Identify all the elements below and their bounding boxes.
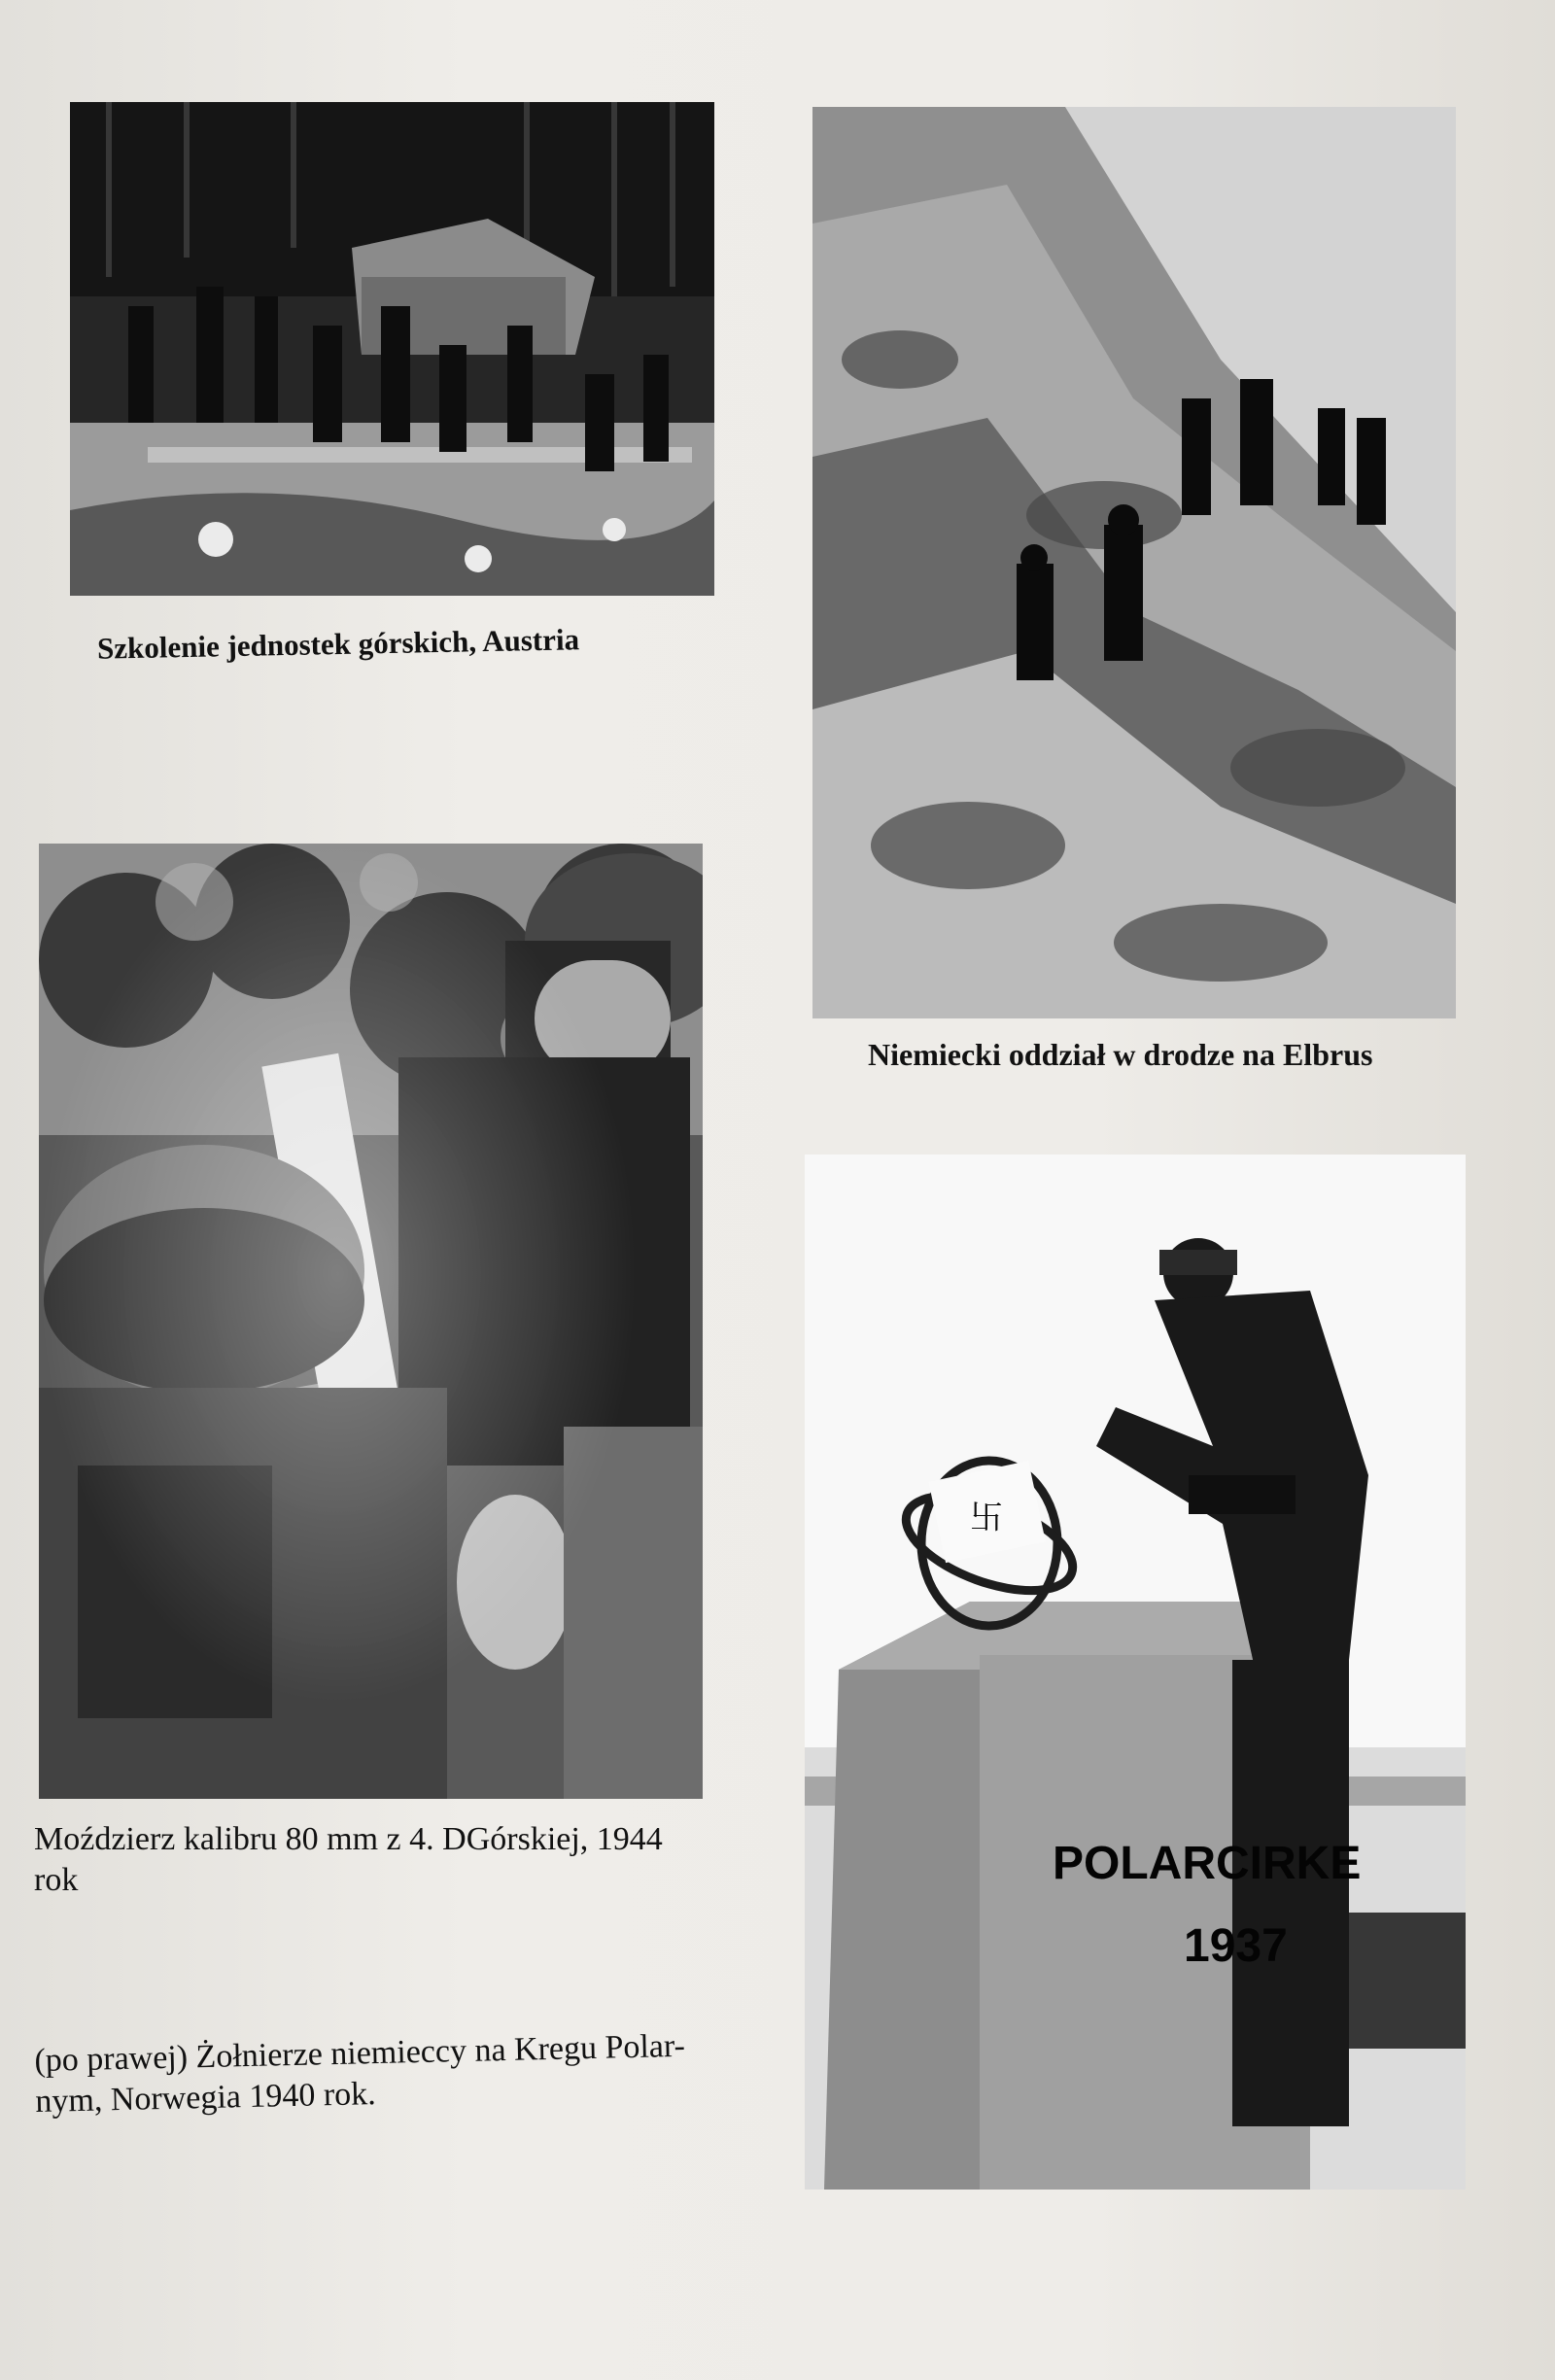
caption-mountain-training: Szkolenie jednostek górskich, Austria: [96, 622, 580, 666]
photo-elbrus-climb: [812, 107, 1456, 1018]
photo-mortar-crew: [39, 844, 703, 1799]
caption-polar-line1: (po prawej) Żołnierze niemieccy na Kregu Polar-: [34, 2027, 686, 2079]
stone-inscription-year: 1937: [1184, 1920, 1288, 1972]
stone-inscription-name: POLARCIRKE: [1053, 1838, 1362, 1889]
caption-mortar-line2: rok: [34, 1862, 79, 1898]
caption-elbrus: Niemiecki oddział w drodze na Elbrus: [868, 1037, 1373, 1072]
photo-mountain-training: [70, 102, 714, 596]
caption-mortar: [34, 1819, 734, 1901]
caption-polar-line2: nym, Norwegia 1940 rok.: [34, 2076, 377, 2120]
photo-polar-circle: [805, 1155, 1466, 2190]
caption-polar-circle: [34, 2024, 755, 2122]
caption-mortar-line1: Moździerz kalibru 80 mm z 4. DGórskiej, 1944: [34, 1821, 663, 1857]
svg-text:卐: 卐: [970, 1499, 1003, 1537]
